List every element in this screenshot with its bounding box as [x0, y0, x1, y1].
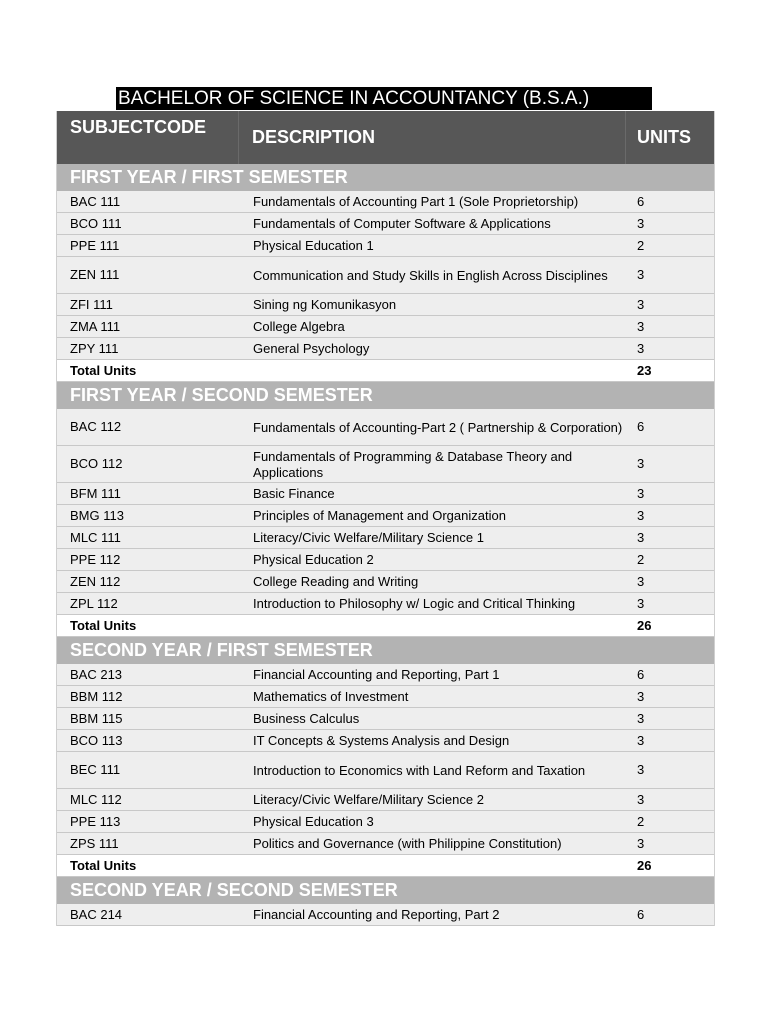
subject-code: ZFI 111 — [70, 296, 113, 312]
section-heading: FIRST YEAR / SECOND SEMESTER — [57, 382, 714, 409]
table-row — [57, 316, 714, 338]
subject-units: 2 — [637, 813, 645, 829]
subject-code: ZMA 111 — [70, 318, 121, 334]
subject-units: 3 — [637, 791, 645, 807]
subject-units: 3 — [637, 296, 645, 312]
table-row — [57, 904, 714, 926]
subject-description: Physical Education 3 — [253, 814, 374, 829]
subject-description: Introduction to Economics with Land Reform and Taxation — [253, 762, 586, 778]
subject-code: PPE 112 — [70, 551, 121, 567]
subject-code: BAC 111 — [70, 193, 121, 209]
subject-description: Principles of Management and Organization — [253, 508, 506, 523]
table-row — [57, 446, 714, 483]
subject-units: 3 — [637, 710, 645, 726]
subject-description: Physical Education 2 — [253, 552, 374, 567]
total-units-spacer — [253, 360, 625, 381]
subject-units: 6 — [637, 419, 645, 434]
table-row — [57, 789, 714, 811]
table-row — [57, 235, 714, 257]
subject-description: Introduction to Philosophy w/ Logic and Critical Thinking — [253, 596, 576, 611]
subject-description: Fundamentals of Computer Software & Applications — [253, 216, 551, 231]
table-row — [57, 191, 714, 213]
subject-code: ZPL 112 — [70, 595, 118, 611]
subject-units: 2 — [637, 237, 645, 253]
curriculum-table — [56, 111, 715, 926]
subject-units: 3 — [637, 215, 645, 231]
subject-description: IT Concepts & Systems Analysis and Design — [253, 733, 510, 748]
header-units: UNITS — [637, 127, 691, 147]
table-row — [57, 730, 714, 752]
subject-units: 3 — [637, 267, 645, 282]
total-units-row — [57, 855, 714, 877]
subject-description: Business Calculus — [253, 711, 360, 726]
subject-code: MLC 111 — [70, 529, 121, 545]
subject-code: ZPY 111 — [70, 340, 119, 356]
table-row — [57, 257, 714, 294]
subject-description: Literacy/Civic Welfare/Military Science 2 — [253, 792, 484, 807]
subject-code: PPE 113 — [70, 813, 121, 829]
header-subject-code: SUBJECTCODE — [70, 117, 207, 137]
subject-code: BMG 113 — [70, 507, 124, 523]
subject-code: BCO 111 — [70, 215, 122, 231]
total-units-value: 26 — [637, 617, 652, 633]
table-header — [57, 111, 714, 164]
subject-code: BBM 115 — [70, 710, 123, 726]
table-row — [57, 213, 714, 235]
section-heading: SECOND YEAR / FIRST SEMESTER — [57, 637, 714, 664]
subject-units: 3 — [637, 456, 645, 471]
subject-units: 3 — [637, 595, 645, 611]
subject-units: 3 — [637, 835, 645, 851]
subject-units: 6 — [637, 666, 645, 682]
section-heading: FIRST YEAR / FIRST SEMESTER — [57, 164, 714, 191]
subject-units: 6 — [637, 906, 645, 922]
table-row — [57, 571, 714, 593]
subject-description: Fundamentals of Accounting Part 1 (Sole Proprietorship) — [253, 194, 579, 209]
total-units-row — [57, 615, 714, 637]
table-row — [57, 752, 714, 789]
table-row — [57, 833, 714, 855]
subject-code: BFM 111 — [70, 485, 121, 501]
subject-description: Communication and Study Skills in English Across Disciplines — [253, 267, 608, 283]
subject-description: Fundamentals of Programming & Database Theory and Applications — [253, 448, 573, 480]
subject-description: Politics and Governance (with Philippine Constitution) — [253, 836, 562, 851]
subject-description: General Psychology — [253, 341, 370, 356]
subject-code: BCO 113 — [70, 732, 123, 748]
section-heading: SECOND YEAR / SECOND SEMESTER — [57, 877, 714, 904]
subject-description: Mathematics of Investment — [253, 689, 409, 704]
subject-units: 3 — [637, 529, 645, 545]
subject-units: 3 — [637, 485, 645, 501]
subject-description: College Algebra — [253, 319, 345, 334]
subject-code: MLC 112 — [70, 791, 122, 807]
subject-description: Fundamentals of Accounting-Part 2 ( Partnership & Corporation) — [253, 419, 623, 435]
subject-code: BEC 111 — [70, 762, 121, 777]
subject-description: Sining ng Komunikasyon — [253, 297, 397, 312]
subject-description: Literacy/Civic Welfare/Military Science 1 — [253, 530, 484, 545]
table-body — [57, 164, 714, 926]
subject-code: BAC 214 — [70, 906, 123, 922]
subject-units: 3 — [637, 507, 645, 523]
table-row — [57, 664, 714, 686]
subject-code: ZEN 112 — [70, 573, 121, 589]
table-row — [57, 409, 714, 446]
subject-units: 3 — [637, 688, 645, 704]
table-row — [57, 549, 714, 571]
subject-code: BAC 112 — [70, 419, 122, 434]
table-row — [57, 593, 714, 615]
subject-code: BCO 112 — [70, 456, 123, 471]
total-units-spacer — [253, 615, 625, 636]
table-row — [57, 811, 714, 833]
total-units-label: Total Units — [70, 362, 137, 378]
subject-units: 3 — [637, 340, 645, 356]
subject-description: Physical Education 1 — [253, 238, 374, 253]
total-units-label: Total Units — [70, 857, 137, 873]
subject-description: College Reading and Writing — [253, 574, 419, 589]
total-units-row — [57, 360, 714, 382]
subject-units: 6 — [637, 193, 645, 209]
table-row — [57, 686, 714, 708]
table-row — [57, 483, 714, 505]
subject-code: ZEN 111 — [70, 267, 120, 282]
subject-description: Financial Accounting and Reporting, Part 1 — [253, 667, 500, 682]
table-row — [57, 505, 714, 527]
document-title: BACHELOR OF SCIENCE IN ACCOUNTANCY (B.S.A.) — [116, 87, 652, 110]
subject-description: Financial Accounting and Reporting, Part 2 — [253, 907, 500, 922]
total-units-value: 23 — [637, 362, 652, 378]
subject-code: PPE 111 — [70, 237, 120, 253]
total-units-spacer — [253, 855, 625, 876]
table-row — [57, 294, 714, 316]
header-description: DESCRIPTION — [252, 127, 376, 147]
total-units-label: Total Units — [70, 617, 137, 633]
subject-units: 3 — [637, 318, 645, 334]
table-row — [57, 338, 714, 360]
total-units-value: 26 — [637, 857, 652, 873]
subject-code: BBM 112 — [70, 688, 123, 704]
subject-units: 3 — [637, 732, 645, 748]
subject-code: ZPS 111 — [70, 835, 119, 851]
subject-units: 2 — [637, 551, 645, 567]
table-row — [57, 708, 714, 730]
subject-description: Basic Finance — [253, 486, 335, 501]
subject-units: 3 — [637, 573, 645, 589]
subject-code: BAC 213 — [70, 666, 123, 682]
table-row — [57, 527, 714, 549]
subject-units: 3 — [637, 762, 645, 777]
